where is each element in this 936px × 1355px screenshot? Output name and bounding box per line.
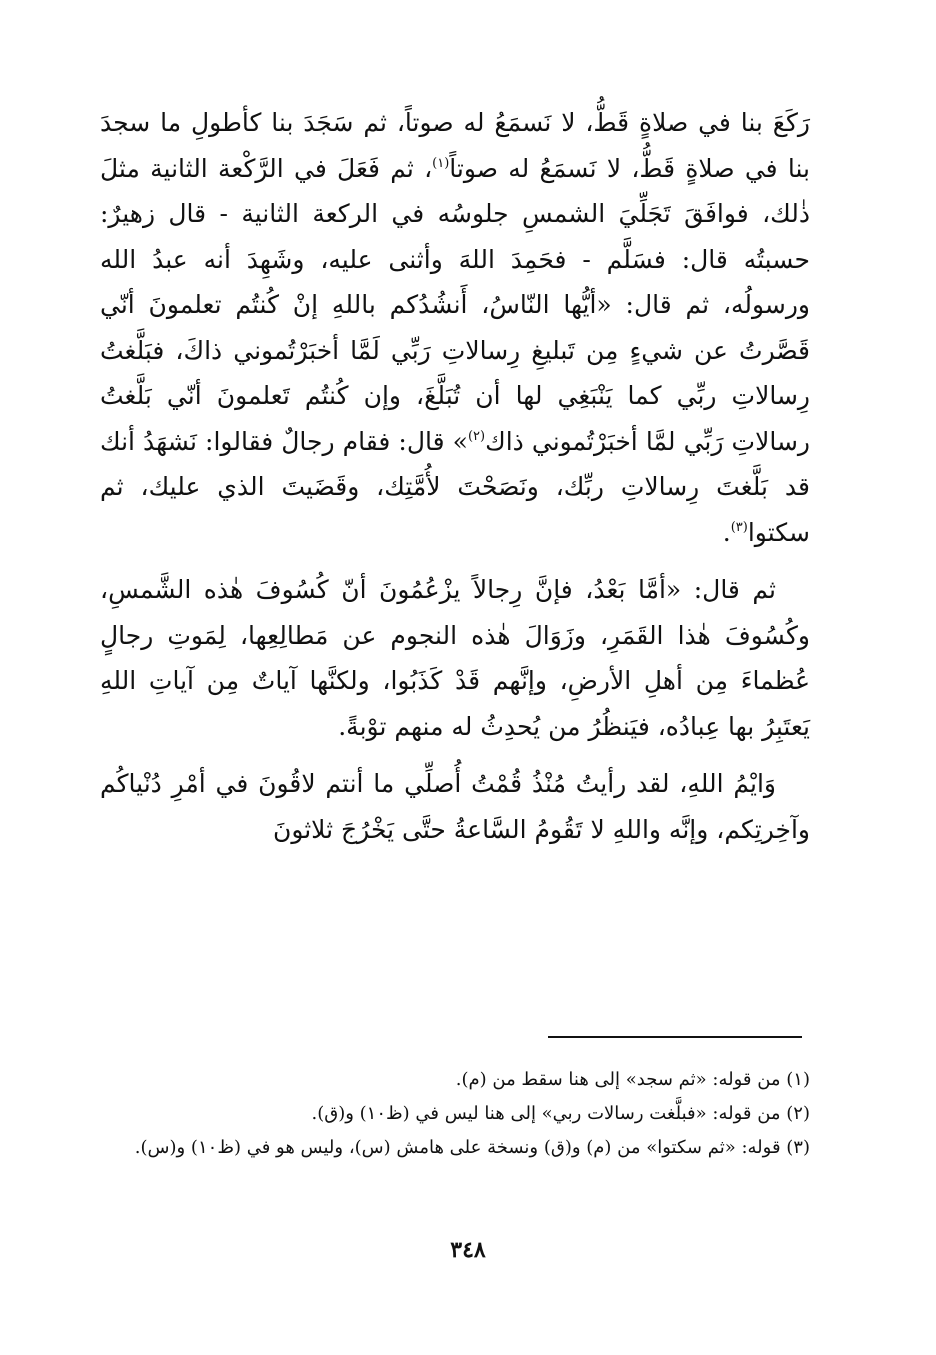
main-text bbox=[100, 100, 810, 852]
footnote: (٣) قوله: «ثم سكتوا» من (م) و(ق) ونسخة على هامش (س)، وليس هو في (ظ١٠) و(س). bbox=[134, 1137, 810, 1158]
footnote-marker: (١) bbox=[432, 155, 450, 171]
page-number: ٣٤٨ bbox=[450, 1237, 486, 1263]
footnote: (١) من قوله: «ثم سجد» إلى هنا سقط من (م). bbox=[455, 1069, 810, 1090]
text-segment: وَايْمُ اللهِ، لقد رأيتُ مُنْذُ قُمْتُ أُصلِّي ما أنتم لاقُونَ في أمْرِ دُنْياكُم وآخِرتِكم، وإنَّه واللهِ لا تَقُومُ السَّاعةُ حتَّى يَخْرُجَ ثلاثونَ bbox=[100, 769, 810, 844]
footnote-marker: (٣) bbox=[730, 519, 748, 535]
text-segment: ثم قال: «أمَّا بَعْدُ، فإنَّ رِجالاً يزْعُمُونَ أنّ كُسُوفَ هٰذه الشَّمسِ، وكُسُوفَ هٰذا القَمَرِ، وزَوَالَ هٰذه النجوم عن مَطالِعِها، لِمَوتِ رجالٍ عُظماءَ مِن أهلِ الأرضِ، وإنَّهم قَدْ كَذَبُوا، ولكنَّها آياتٌ مِن آياتِ اللهِ يَعتَبِرُ بها عِبادُه، فيَنظُرُ من يُحدِثُ له منهم توْبةً. bbox=[100, 575, 810, 741]
text-segment: » قال: فقام رجالٌ فقالوا: نَشهَدُ أنك قد بَلَّغتَ رِسالاتِ ربِّك، ونَصَحْتَ لأُمَّتِك، وقَضَيتَ الذي عليك، ثم سكتوا bbox=[100, 426, 810, 547]
footnote-marker: (٢) bbox=[467, 428, 486, 444]
paragraph bbox=[100, 761, 810, 852]
paragraph bbox=[100, 567, 810, 749]
text-segment: رَكَعَ بنا في صلاةٍ قَطُّ، لا نَسمَعُ له صوتاً، ثم سَجَدَ بنا كأطولِ ما سجدَ بنا في صلاةٍ قَطُّ، لا نَسمَعُ له صوتاً bbox=[100, 108, 810, 183]
text-segment: ، ثم فَعَلَ في الرَّكْعة الثانية مثلَ ذٰلك، فوافَقَ تَجَلِّيَ الشمسِ جلوسُه في الركعة الثانية - قال زهيرٌ: حسبتُه قال: فسَلَّم - فحَمِدَ اللهَ وأثنى عليه، وشَهِدَ أنه عبدُ الله ورسولُه، ثم قال: «أيُّها النّاسُ، أَنشُدُكم باللهِ إنْ كُنتُم تعلمونَ أنّي قَصَّرتُ عن شيءٍ مِن تَبليغِ رِسالاتِ رَبِّي لَمَّا أخبَرْتُموني ذاكَ، فبَلَّغتُ رِسالاتِ ربِّي كما يَنْبَغِي لها أن تُبَلَّغَ، وإن كُنتُم تَعلمونَ أنّي بَلَّغتُ رسالاتِ رَبِّي لمَّا أخبَرْتُموني ذاك bbox=[100, 153, 810, 456]
text-segment: . bbox=[722, 517, 731, 547]
paragraph bbox=[100, 100, 810, 555]
footnote: (٢) من قوله: «فبلَّغت رسالات ربي» إلى هنا ليس في (ظ١٠) و(ق). bbox=[311, 1103, 810, 1124]
footnotes bbox=[100, 1063, 810, 1165]
footnote-separator bbox=[548, 1036, 802, 1038]
